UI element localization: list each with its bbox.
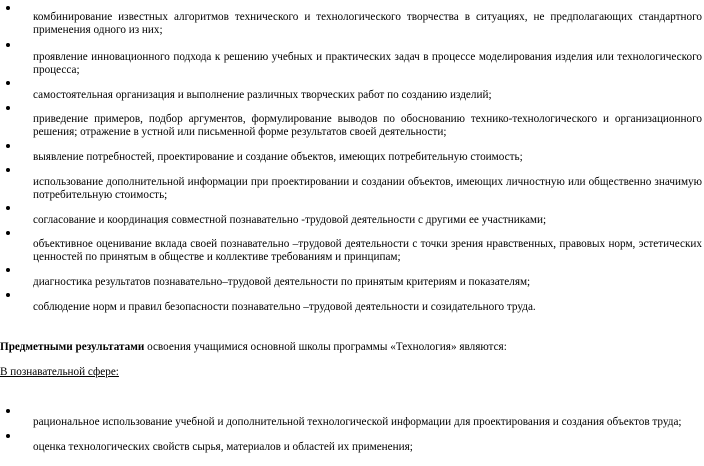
bullet-icon [6, 81, 10, 85]
list-item-text: согласование и координация совместной познавательно -трудовой деятельности с другими ее участниками; [33, 214, 547, 226]
list-item-text: выявление потребностей, проектирование и создание объектов, имеющих потребительную стоимость; [33, 151, 523, 163]
bullet-icon [6, 409, 10, 413]
bullet-icon [6, 268, 10, 272]
list-item-text: диагностика результатов познавательно–трудовой деятельности по принятым критериям и показателям; [33, 276, 531, 288]
bullet-icon [6, 168, 10, 172]
bullet-icon [6, 43, 10, 47]
list-item-text: оценка технологических свойств сырья, материалов и областей их применения; [33, 441, 413, 453]
bullet-icon [6, 144, 10, 148]
bullet-icon [6, 231, 10, 235]
bullet-icon [6, 293, 10, 297]
cognitive-sphere-heading: В познавательной сфере: [0, 366, 119, 378]
subject-results-paragraph [0, 341, 702, 354]
bullet-icon [6, 6, 10, 10]
list-item-text: соблюдение норм и правил безопасности познавательно –трудовой деятельности и созидательного труда. [33, 301, 536, 313]
list-item-text: рациональное использование учебной и дополнительной технологической информации для проектирования и создания объектов труда; [33, 416, 682, 428]
subject-results-heading: Предметными результатами [0, 341, 145, 353]
bullet-icon [6, 106, 10, 110]
list-item-text: приведение примеров, подбор аргументов, формулирование выводов по обоснованию технико-технологического и организационного решения; отражение в устной или письменной форме результатов своей деятельности; [33, 113, 702, 139]
bullet-icon [6, 206, 10, 210]
bullet-icon [6, 434, 10, 438]
subject-results-text: освоения учащимися основной школы программы «Технология» являются: [144, 341, 507, 353]
list-item-text: использование дополнительной информации при проектировании и создании объектов, имеющих личностную или общественно значимую потребительную стоимость; [33, 176, 702, 202]
list-item-text: объективное оценивание вклада своей познавательно –трудовой деятельности с точки зрения нравственных, правовых норм, эстетических ценностей по принятым в обществе и коллективе требованиям и принципам; [33, 238, 702, 264]
list-item-text: проявление инновационного подхода к решению учебных и практических задач в процессе моделирования изделия или технологического процесса; [33, 51, 702, 77]
list-item-text: комбинирование известных алгоритмов технического и технологического творчества в ситуациях, не предполагающих стандартного применения одного из них; [33, 11, 702, 37]
list-item-text: самостоятельная организация и выполнение различных творческих работ по созданию изделий; [33, 89, 492, 101]
